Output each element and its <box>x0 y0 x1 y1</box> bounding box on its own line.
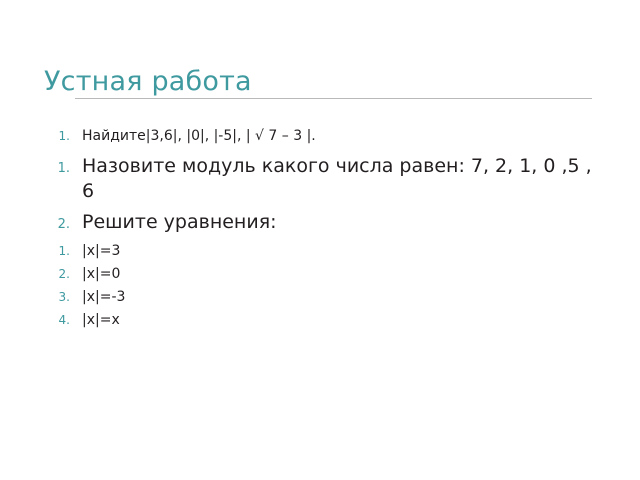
page-title: Устная работа <box>44 66 252 97</box>
list-item-label: |x|=3 <box>82 243 121 259</box>
list-item-marker: 2. <box>58 267 70 281</box>
list-item <box>44 210 604 235</box>
list-item-label: |x|=x <box>82 312 120 328</box>
list-item-marker: 3. <box>58 290 70 304</box>
list-item-marker: 1. <box>57 161 70 176</box>
title-divider <box>75 98 592 99</box>
list-item <box>44 241 604 262</box>
content-list <box>44 126 604 333</box>
list-item-label: |x|=-3 <box>82 289 126 305</box>
list-item <box>44 287 604 308</box>
list-item-label: Назовите модуль какого числа равен: 7, 2, 1, 0 ,5 , 6 <box>82 155 592 202</box>
list-item <box>44 264 604 285</box>
list-item-marker: 4. <box>58 313 70 327</box>
list-item-marker: 1. <box>58 244 70 258</box>
list-item <box>44 154 604 204</box>
list-item <box>44 310 604 331</box>
list-item-label: |x|=0 <box>82 266 121 282</box>
list-item <box>44 126 604 146</box>
list-item-marker: 1. <box>58 129 70 143</box>
list-item-label: Решите уравнения: <box>82 211 277 233</box>
list-item-label: Найдите|3,6|, |0|, |-5|, | √ 7 – 3 |. <box>82 128 316 144</box>
list-item-marker: 2. <box>57 217 70 232</box>
